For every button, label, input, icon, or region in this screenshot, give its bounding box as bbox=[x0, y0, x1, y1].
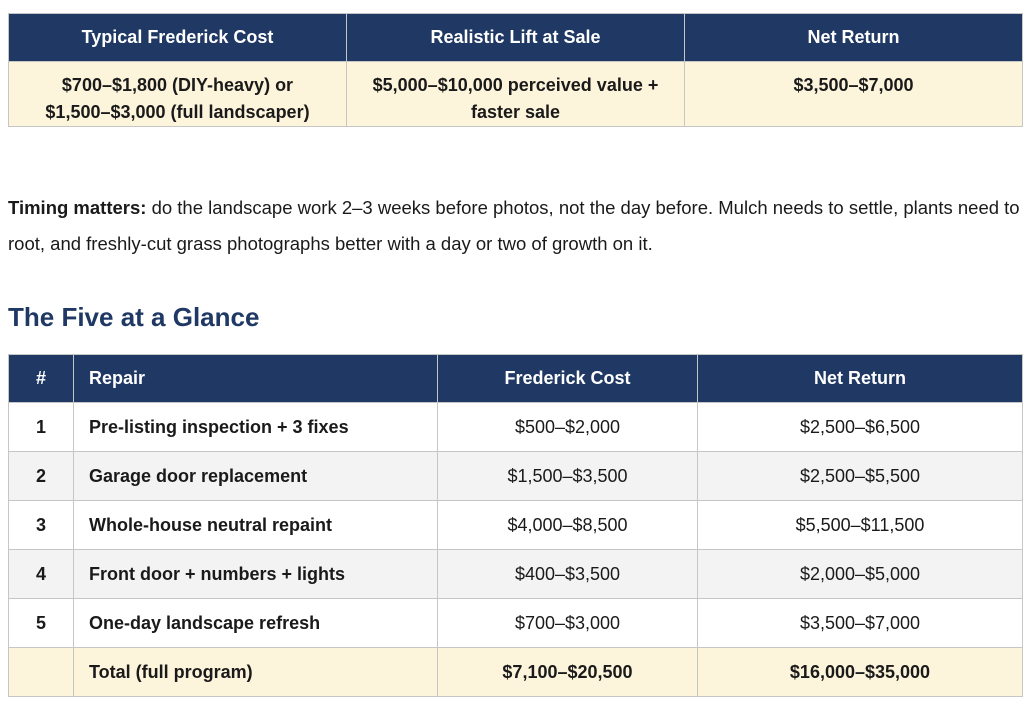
column-header-number: # bbox=[9, 355, 74, 403]
column-header-net-return: Net Return bbox=[698, 355, 1023, 403]
row-number: 5 bbox=[9, 599, 74, 648]
row-number: 4 bbox=[9, 550, 74, 599]
row-repair: Pre-listing inspection + 3 fixes bbox=[74, 403, 438, 452]
total-row bbox=[9, 648, 1023, 697]
row-repair: One-day landscape refresh bbox=[74, 599, 438, 648]
row-cost: $4,000–$8,500 bbox=[438, 501, 698, 550]
row-cost: $1,500–$3,500 bbox=[438, 452, 698, 501]
row-repair: Whole-house neutral repaint bbox=[74, 501, 438, 550]
net-cell: $3,500–$7,000 bbox=[685, 62, 1023, 127]
cost-line-1: $700–$1,800 (DIY-heavy) or bbox=[61, 75, 294, 95]
summary-header-row bbox=[9, 355, 1023, 403]
timing-lead: Timing matters: bbox=[8, 197, 147, 218]
cost-table-row bbox=[9, 62, 1023, 127]
table-row bbox=[9, 501, 1023, 550]
total-cost: $7,100–$20,500 bbox=[438, 648, 698, 697]
column-header-realistic-lift: Realistic Lift at Sale bbox=[347, 14, 685, 62]
table-row bbox=[9, 452, 1023, 501]
lift-line-2: faster sale bbox=[470, 102, 561, 122]
summary-table bbox=[8, 354, 1023, 697]
row-net-return: $3,500–$7,000 bbox=[698, 599, 1023, 648]
row-cost: $500–$2,000 bbox=[438, 403, 698, 452]
cost-table-header-row bbox=[9, 14, 1023, 62]
row-repair: Garage door replacement bbox=[74, 452, 438, 501]
row-cost: $700–$3,000 bbox=[438, 599, 698, 648]
total-number bbox=[9, 648, 74, 697]
cost-cell bbox=[9, 62, 347, 127]
column-header-typical-cost: Typical Frederick Cost bbox=[9, 14, 347, 62]
table-row bbox=[9, 403, 1023, 452]
column-header-net-return: Net Return bbox=[685, 14, 1023, 62]
table-row bbox=[9, 599, 1023, 648]
row-number: 3 bbox=[9, 501, 74, 550]
cost-line-2: $1,500–$3,000 (full landscaper) bbox=[45, 102, 310, 122]
total-label: Total (full program) bbox=[74, 648, 438, 697]
timing-text: do the landscape work 2–3 weeks before photos, not the day before. Mulch needs to settle, plants need to root, and freshly-cut grass photographs better with a day or two of growth on it. bbox=[8, 197, 1020, 254]
row-net-return: $2,500–$6,500 bbox=[698, 403, 1023, 452]
lift-line-1: $5,000–$10,000 perceived value + bbox=[372, 75, 659, 95]
table-row bbox=[9, 550, 1023, 599]
row-net-return: $5,500–$11,500 bbox=[698, 501, 1023, 550]
column-header-frederick-cost: Frederick Cost bbox=[438, 355, 698, 403]
column-header-repair: Repair bbox=[74, 355, 438, 403]
row-number: 2 bbox=[9, 452, 74, 501]
row-cost: $400–$3,500 bbox=[438, 550, 698, 599]
total-net-return: $16,000–$35,000 bbox=[698, 648, 1023, 697]
cost-table bbox=[8, 13, 1023, 127]
row-number: 1 bbox=[9, 403, 74, 452]
row-net-return: $2,500–$5,500 bbox=[698, 452, 1023, 501]
lift-cell bbox=[347, 62, 685, 127]
timing-paragraph bbox=[8, 190, 1023, 262]
section-heading: The Five at a Glance bbox=[8, 302, 260, 332]
row-repair: Front door + numbers + lights bbox=[74, 550, 438, 599]
row-net-return: $2,000–$5,000 bbox=[698, 550, 1023, 599]
